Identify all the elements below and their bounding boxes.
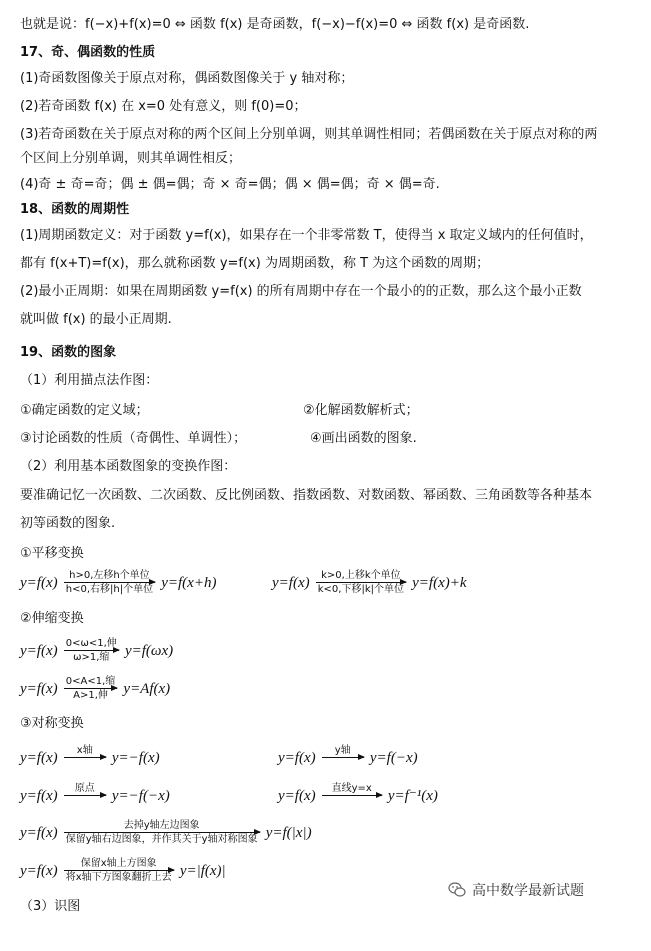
s17-p4: (4)奇 ± 奇=奇；偶 ± 偶=偶；奇 × 奇=偶；偶 × 偶=偶；奇 × 偶=奇. xyxy=(20,177,440,192)
section-18-title: 18、函数的周期性 xyxy=(20,202,130,217)
eq-rhs: y=Af(x) xyxy=(123,680,171,697)
transform-arrow xyxy=(64,783,106,808)
watermark xyxy=(448,880,584,900)
eq-lhs: y=f(x) xyxy=(20,574,58,591)
section-19-title: 19、函数的图象 xyxy=(20,345,117,360)
section-17-title: 17、奇、偶函数的性质 xyxy=(20,45,156,60)
arrow-bottom-label: k<0,下移|k|个单位 xyxy=(317,584,404,595)
s17-p1: (1)奇函数图像关于原点对称，偶函数图像关于 y 轴对称； xyxy=(20,71,354,86)
s19-step2: ②化解函数解析式； xyxy=(303,403,419,418)
wechat-icon xyxy=(448,882,466,898)
stretch-heading: ②伸缩变换 xyxy=(20,611,84,626)
arrow-top-label: x轴 xyxy=(76,745,93,756)
s19-sub1: （1）利用描点法作图： xyxy=(20,373,159,388)
eq-rhs: y=f(−x) xyxy=(369,749,418,766)
eq-rhs: y=f(x+h) xyxy=(161,574,217,591)
transform-arrow xyxy=(322,783,382,808)
eq-rhs: y=−f(x) xyxy=(111,749,160,766)
arrow-top-label: y轴 xyxy=(334,745,351,756)
s19-step1: ①确定函数的定义域； xyxy=(20,403,149,418)
eq-lhs: y=f(x) xyxy=(278,787,316,804)
s17-p2: (2)若奇函数 f(x) 在 x=0 处有意义，则 f(0)=0； xyxy=(20,99,307,114)
s18-p1b: 都有 f(x+T)=f(x)，那么就称函数 y=f(x) 为周期函数，称 T 为这个函数的周期； xyxy=(20,256,490,271)
eq-lhs: y=f(x) xyxy=(278,749,316,766)
eq-lhs: y=f(x) xyxy=(20,787,58,804)
symmetry-eq-xaxis xyxy=(20,745,160,770)
eq-lhs: y=f(x) xyxy=(20,862,58,879)
symmetry-heading: ③对称变换 xyxy=(20,716,84,731)
intro-line: 也就是说：f(−x)+f(x)=0 ⇔ 函数 f(x) 是奇函数，f(−x)−f(x)=0 ⇔ 函数 f(x) 是奇函数. xyxy=(20,17,530,32)
s17-p3a: (3)若奇函数在关于原点对称的两个区间上分别单调，则其单调性相同；若偶函数在关于原点对称的两 xyxy=(20,127,598,142)
symmetry-eq-abs-x xyxy=(20,820,312,845)
eq-lhs: y=f(x) xyxy=(20,642,58,659)
s19-pa: 要准确记忆一次函数、二次函数、反比例函数、指数函数、对数函数、幂函数、三角函数等各种基本 xyxy=(20,488,593,503)
transform-arrow xyxy=(64,820,260,845)
eq-rhs: y=|f(x)| xyxy=(179,862,226,879)
eq-rhs: y=f(|x|) xyxy=(265,824,312,841)
eq-rhs: y=−f(−x) xyxy=(111,787,170,804)
symmetry-eq-abs-f xyxy=(20,858,226,883)
symmetry-eq-line-yx xyxy=(278,783,438,808)
translate-heading: ①平移变换 xyxy=(20,546,84,561)
arrow-bottom-label: ω>1,缩 xyxy=(73,652,110,663)
arrow-bottom-label: A>1,伸 xyxy=(73,690,108,701)
s19-sub3: （3）识图 xyxy=(20,899,81,914)
eq-lhs: y=f(x) xyxy=(272,574,310,591)
watermark-text: 高中数学最新试题 xyxy=(472,883,584,899)
stretch-eq-2 xyxy=(20,676,170,701)
symmetry-eq-origin xyxy=(20,783,170,808)
transform-arrow xyxy=(316,570,406,595)
s19-step4: ④画出函数的图象. xyxy=(310,431,417,446)
transform-arrow xyxy=(64,745,106,770)
eq-rhs: y=f(ωx) xyxy=(124,642,174,659)
arrow-top-label: 0<ω<1,伸 xyxy=(65,638,117,649)
s18-p2a: (2)最小正周期：如果在周期函数 y=f(x) 的所有周期中存在一个最小的的正数，那么这个最小正数 xyxy=(20,284,582,299)
s19-sub2: （2）利用基本函数图象的变换作图： xyxy=(20,459,237,474)
arrow-top-label: 直线y=x xyxy=(331,783,372,794)
eq-lhs: y=f(x) xyxy=(20,680,58,697)
arrow-bottom-label: 保留y轴右边图象，并作其关于y轴对称图象 xyxy=(65,834,258,845)
symmetry-eq-yaxis xyxy=(278,745,418,770)
transform-arrow xyxy=(322,745,364,770)
transform-arrow xyxy=(64,676,118,701)
s18-p1a: (1)周期函数定义：对于函数 y=f(x)，如果存在一个非零常数 T，使得当 x 取定义域内的任何值时， xyxy=(20,228,593,243)
s18-p2b: 就叫做 f(x) 的最小正周期. xyxy=(20,312,172,327)
transform-arrow xyxy=(64,858,174,883)
s19-pb: 初等函数的图象. xyxy=(20,516,116,531)
arrow-bottom-label: 将x轴下方图象翻折上去 xyxy=(65,872,172,883)
transform-arrow xyxy=(64,638,119,663)
translate-eq-2 xyxy=(272,570,467,595)
translate-eq-1 xyxy=(20,570,216,595)
eq-rhs: y=f⁻¹(x) xyxy=(387,787,438,804)
s19-step3: ③讨论函数的性质（奇偶性、单调性）； xyxy=(20,431,247,446)
arrow-bottom-label: h<0,右移|h|个单位 xyxy=(65,584,154,595)
s17-p3b: 个区间上分别单调，则其单调性相反； xyxy=(20,151,242,166)
eq-lhs: y=f(x) xyxy=(20,749,58,766)
eq-lhs: y=f(x) xyxy=(20,824,58,841)
arrow-top-label: 保留x轴上方图象 xyxy=(80,858,157,869)
stretch-eq-1 xyxy=(20,638,173,663)
transform-arrow xyxy=(64,570,155,595)
arrow-top-label: 去掉y轴左边图象 xyxy=(123,820,200,831)
arrow-top-label: 原点 xyxy=(74,783,95,794)
eq-rhs: y=f(x)+k xyxy=(412,574,467,591)
arrow-top-label: 0<A<1,缩 xyxy=(65,676,116,687)
arrow-top-label: k>0,上移k个单位 xyxy=(321,570,401,581)
arrow-top-label: h>0,左移h个单位 xyxy=(69,570,150,581)
